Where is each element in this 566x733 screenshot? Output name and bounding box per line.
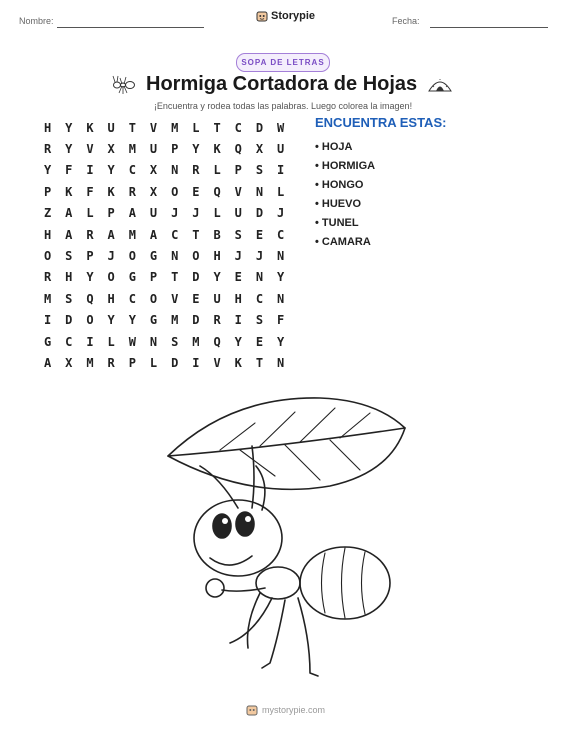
grid-letter[interactable]: N [255,184,264,199]
grid-letter[interactable]: R [213,313,221,328]
grid-letter[interactable]: H [234,291,242,306]
grid-letter[interactable]: G [128,270,136,285]
grid-letter[interactable]: X [255,142,264,157]
grid-letter[interactable]: L [213,163,221,178]
word-item: • CAMARA [315,235,371,248]
grid-letter[interactable]: U [277,142,285,157]
grid-letter[interactable]: X [65,355,73,370]
grid-letter[interactable]: Z [43,206,52,221]
grid-letter[interactable]: I [86,163,94,178]
grid-letter[interactable]: C [128,291,136,306]
anthill-icon [428,75,452,93]
grid-letter[interactable]: L [213,206,221,221]
page-title: Hormiga Cortadora de Hojas [146,73,418,95]
grid-letter[interactable]: H [43,227,52,242]
grid-letter[interactable]: F [65,163,73,178]
grid-letter[interactable]: F [86,184,94,199]
grid-letter[interactable]: X [107,142,115,157]
grid-letter[interactable]: W [277,120,285,135]
grid-letter[interactable]: Q [213,334,221,349]
grid-letter[interactable]: S [255,163,264,178]
grid-letter[interactable]: D [65,313,73,328]
grid-letter[interactable]: O [171,184,179,199]
grid-letter[interactable]: D [255,120,264,135]
grid-letter[interactable]: T [128,120,136,135]
brand-name: Storypie [271,10,316,22]
grid-letter[interactable]: G [43,334,52,349]
grid-letter[interactable]: K [107,184,115,199]
ant-leaf-illustration[interactable] [160,388,410,688]
grid-letter[interactable]: A [149,227,158,242]
name-label: Nombre: [19,16,54,26]
grid-letter[interactable]: Y [192,142,200,157]
grid-letter[interactable]: X [149,184,158,199]
grid-letter[interactable]: Y [234,334,242,349]
word-search-grid[interactable] [37,117,291,374]
word-item: • HUEVO [315,197,362,210]
grid-letter[interactable]: P [234,163,242,178]
grid-letter[interactable]: Y [107,313,115,328]
brand [256,10,315,22]
grid-letter[interactable]: A [128,206,136,221]
word-item: • HORMIGA [315,159,376,172]
grid-letter[interactable]: H [213,249,221,264]
grid-letter[interactable]: N [171,249,179,264]
grid-letter[interactable]: B [213,227,221,242]
grid-letter[interactable]: N [277,249,285,264]
grid-letter[interactable]: V [86,142,94,157]
grid-letter[interactable]: M [43,291,52,306]
grid-letter[interactable]: L [192,120,200,135]
footer-url[interactable]: mystorypie.com [262,705,326,715]
grid-letter[interactable]: I [86,334,94,349]
grid-letter[interactable]: O [86,313,94,328]
grid-letter[interactable]: K [65,184,73,199]
grid-letter[interactable]: P [107,206,115,221]
grid-letter[interactable]: C [234,120,242,135]
word-list [315,115,446,251]
grid-letter[interactable]: S [255,313,264,328]
grid-letter[interactable]: U [107,120,115,135]
grid-letter[interactable]: U [149,142,158,157]
grid-letter[interactable]: D [192,270,200,285]
grid-letter[interactable]: V [213,355,221,370]
grid-letter[interactable]: J [107,249,115,264]
grid-letter[interactable]: T [192,227,200,242]
grid-letter[interactable]: M [171,120,179,135]
grid-letter[interactable]: M [128,142,136,157]
grid-letter[interactable]: A [65,206,73,221]
word-item: • TUNEL [315,216,359,229]
grid-letter[interactable]: R [86,227,94,242]
grid-letter[interactable]: R [107,355,115,370]
header-bar [0,10,566,30]
grid-letter[interactable]: N [171,163,179,178]
grid-letter[interactable]: G [149,313,158,328]
grid-letter[interactable]: S [234,227,242,242]
grid-letter[interactable]: N [277,291,285,306]
grid-letter[interactable]: R [192,163,200,178]
category-badge: SOPA DE LETRAS [236,53,330,72]
grid-letter[interactable]: C [277,227,285,242]
grid-letter[interactable]: Q [213,184,221,199]
grid-letter[interactable]: P [86,249,94,264]
grid-letter[interactable]: M [86,355,94,370]
grid-letter[interactable]: C [65,334,73,349]
grid-letter[interactable]: U [149,206,158,221]
grid-letter[interactable]: Y [65,142,73,157]
grid-letter[interactable]: M [128,227,136,242]
grid-letter[interactable]: L [86,206,94,221]
grid-letter[interactable]: V [149,120,158,135]
grid-letter[interactable]: T [213,120,221,135]
grid-letter[interactable]: C [171,227,179,242]
grid-letter[interactable]: A [65,227,73,242]
grid-letter[interactable]: V [234,184,242,199]
grid-letter[interactable]: A [43,355,52,370]
word-item: • HOJA [315,140,353,153]
grid-letter[interactable]: H [65,270,73,285]
grid-letter[interactable]: J [234,249,242,264]
grid-letter[interactable]: E [192,291,200,306]
grid-letter[interactable]: Y [277,270,285,285]
grid-letter[interactable]: Y [128,313,136,328]
grid-letter[interactable]: Q [86,291,94,306]
grid-letter[interactable]: D [192,313,200,328]
grid-letter[interactable]: P [128,355,136,370]
grid-letter[interactable]: V [171,291,179,306]
grid-letter[interactable]: E [192,184,200,199]
grid-letter[interactable]: O [107,270,115,285]
grid-letter[interactable]: O [128,249,136,264]
grid-letter[interactable]: T [171,270,179,285]
date-line[interactable] [430,27,548,28]
grid-letter[interactable]: G [149,249,158,264]
grid-letter[interactable]: U [234,206,242,221]
grid-letter[interactable]: W [128,334,136,349]
grid-letter[interactable]: R [43,270,52,285]
ant-icon [112,74,136,96]
grid-letter[interactable]: U [213,291,221,306]
grid-letter[interactable]: K [213,142,221,157]
word-item: • HONGO [315,178,364,191]
grid-letter[interactable]: Y [65,120,73,135]
grid-letter[interactable]: S [65,249,73,264]
grid-letter[interactable]: R [128,184,136,199]
grid-letter[interactable]: D [171,355,179,370]
grid-letter[interactable]: Y [107,163,115,178]
grid-letter[interactable]: N [149,334,158,349]
grid-letter[interactable]: P [149,270,158,285]
grid-letter[interactable]: O [192,249,200,264]
grid-letter[interactable]: L [107,334,115,349]
grid-letter[interactable]: H [107,291,115,306]
grid-letter[interactable]: P [43,184,52,199]
name-line[interactable] [57,27,204,28]
grid-letter[interactable]: I [43,313,52,328]
grid-letter[interactable]: L [277,184,285,199]
grid-letter[interactable]: C [255,291,264,306]
grid-letter[interactable]: C [128,163,136,178]
grid-letter[interactable]: H [43,120,52,135]
grid-letter[interactable]: N [277,355,285,370]
grid-letter[interactable]: S [65,291,73,306]
grid-letter[interactable]: J [255,249,264,264]
grid-letter[interactable]: F [277,313,285,328]
grid-letter[interactable]: Y [277,334,285,349]
date-label: Fecha: [392,16,420,26]
grid-letter[interactable]: K [234,355,242,370]
word-list-title: ENCUENTRA ESTAS: [315,115,447,130]
instructions: ¡Encuentra y rodea todas las palabras. Luego colorea la imagen! [153,101,413,111]
grid-letter[interactable]: M [171,313,179,328]
grid-letter[interactable]: I [277,163,285,178]
grid-letter[interactable]: Y [213,270,221,285]
grid-letter[interactable]: T [255,355,264,370]
grid-letter[interactable]: E [255,334,264,349]
grid-letter[interactable]: X [149,163,158,178]
footer [246,704,325,716]
grid-letter[interactable]: J [192,206,200,221]
grid-letter[interactable]: Y [43,163,52,178]
grid-letter[interactable]: D [255,206,264,221]
grid-letter[interactable]: M [192,334,200,349]
grid-letter[interactable]: J [171,206,179,221]
grid-letter[interactable]: E [234,270,242,285]
grid-letter[interactable]: J [277,206,285,221]
grid-letter[interactable]: Q [234,142,242,157]
storypie-logo-icon [256,10,268,22]
grid-letter[interactable]: A [107,227,115,242]
grid-letter[interactable]: I [192,355,200,370]
grid-letter[interactable]: O [43,249,52,264]
grid-letter[interactable]: R [43,142,52,157]
grid-letter[interactable]: P [171,142,179,157]
grid-letter[interactable]: I [234,313,242,328]
grid-letter[interactable]: N [255,270,264,285]
grid-letter[interactable]: S [171,334,179,349]
storypie-footer-icon [246,704,258,716]
grid-letter[interactable]: E [255,227,264,242]
grid-letter[interactable]: Y [86,270,94,285]
grid-letter[interactable]: L [149,355,158,370]
grid-letter[interactable]: O [149,291,158,306]
grid-letter[interactable]: K [86,120,94,135]
